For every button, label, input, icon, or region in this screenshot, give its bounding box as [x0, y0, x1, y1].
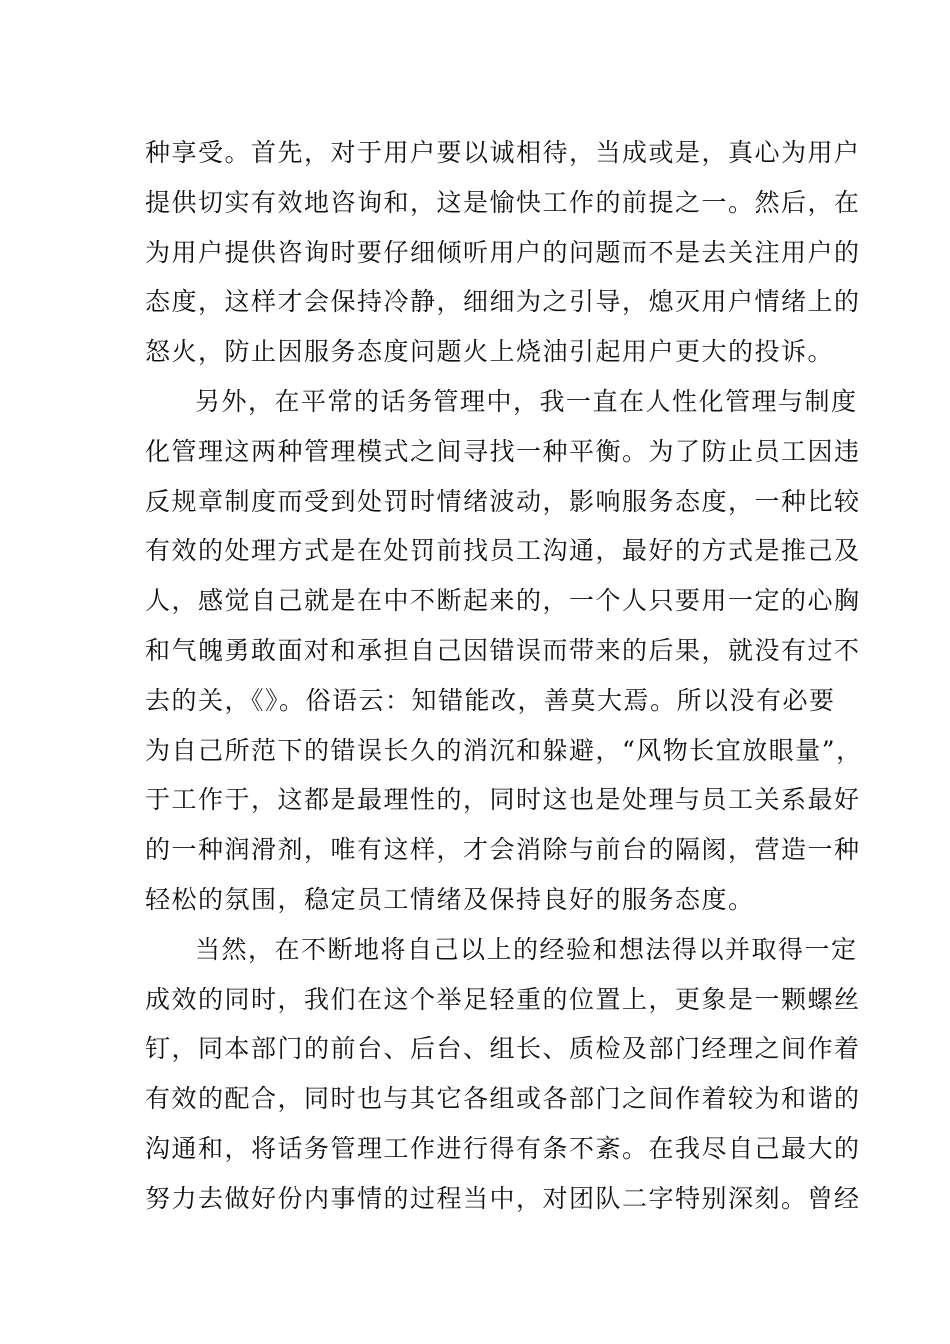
text-line: 轻松的氛围，稳定员工情绪及保持良好的服务态度。	[145, 884, 755, 914]
text-line: 和气魄勇敢面对和承担自己因错误而带来的后果，就没有过不	[145, 635, 861, 665]
text-line: 成效的同时，我们在这个举足轻重的位置上，更象是一颗螺丝	[145, 984, 861, 1014]
text-line: 为自己所范下的错误长久的消沉和躲避，“风物长宜放眼量”，	[145, 735, 863, 765]
body-text	[145, 128, 863, 1224]
text-line: 提供切实有效地咨询和，这是愉快工作的前提之一。然后，在	[145, 187, 861, 217]
text-line: 人，感觉自己就是在中不断起来的，一个人只要用一定的心胸	[145, 586, 861, 616]
text-line: 的一种润滑剂，唯有这样，才会消除与前台的隔阂，营造一种	[145, 835, 861, 865]
text-line: 反规章制度而受到处罚时情绪波动，影响服务态度，一种比较	[145, 486, 861, 516]
text-line: 努力去做好份内事情的过程当中，对团队二字特别深刻。曾经	[145, 1183, 861, 1213]
text-line: 有效的配合，同时也与其它各组或各部门之间作着较为和谐的	[145, 1084, 861, 1114]
text-line: 沟通和，将话务管理工作进行得有条不紊。在我尽自己最大的	[145, 1133, 861, 1163]
text-line: 种享受。首先，对于用户要以诚相待，当成或是，真心为用户	[145, 138, 861, 167]
text-line: 有效的处理方式是在处罚前找员工沟通，最好的方式是推己及	[145, 536, 861, 566]
paragraph-first-line: 另外，在平常的话务管理中，我一直在人性化管理与制度	[195, 386, 858, 416]
text-line: 钉，同本部门的前台、后台、组长、质检及部门经理之间作着	[145, 1034, 861, 1064]
text-line: 态度，这样才会保持冷静，细细为之引导，熄灭用户情绪上的	[145, 287, 861, 317]
text-line: 去的关，《》。俗语云：知错能改，善莫大焉。所以没有必要	[145, 685, 836, 715]
text-line: 怒火，防止因服务态度问题火上烧油引起用户更大的投诉。	[145, 337, 835, 367]
text-line: 为用户提供咨询时要仔细倾听用户的问题而不是去关注用户的	[145, 237, 861, 267]
text-line: 化管理这两种管理模式之间寻找一种平衡。为了防止员工因违	[145, 436, 861, 466]
text-line: 于工作于，这都是最理性的，同时这也是处理与员工关系最好	[145, 785, 861, 815]
paragraph-first-line: 当然，在不断地将自己以上的经验和想法得以并取得一定	[195, 934, 858, 964]
